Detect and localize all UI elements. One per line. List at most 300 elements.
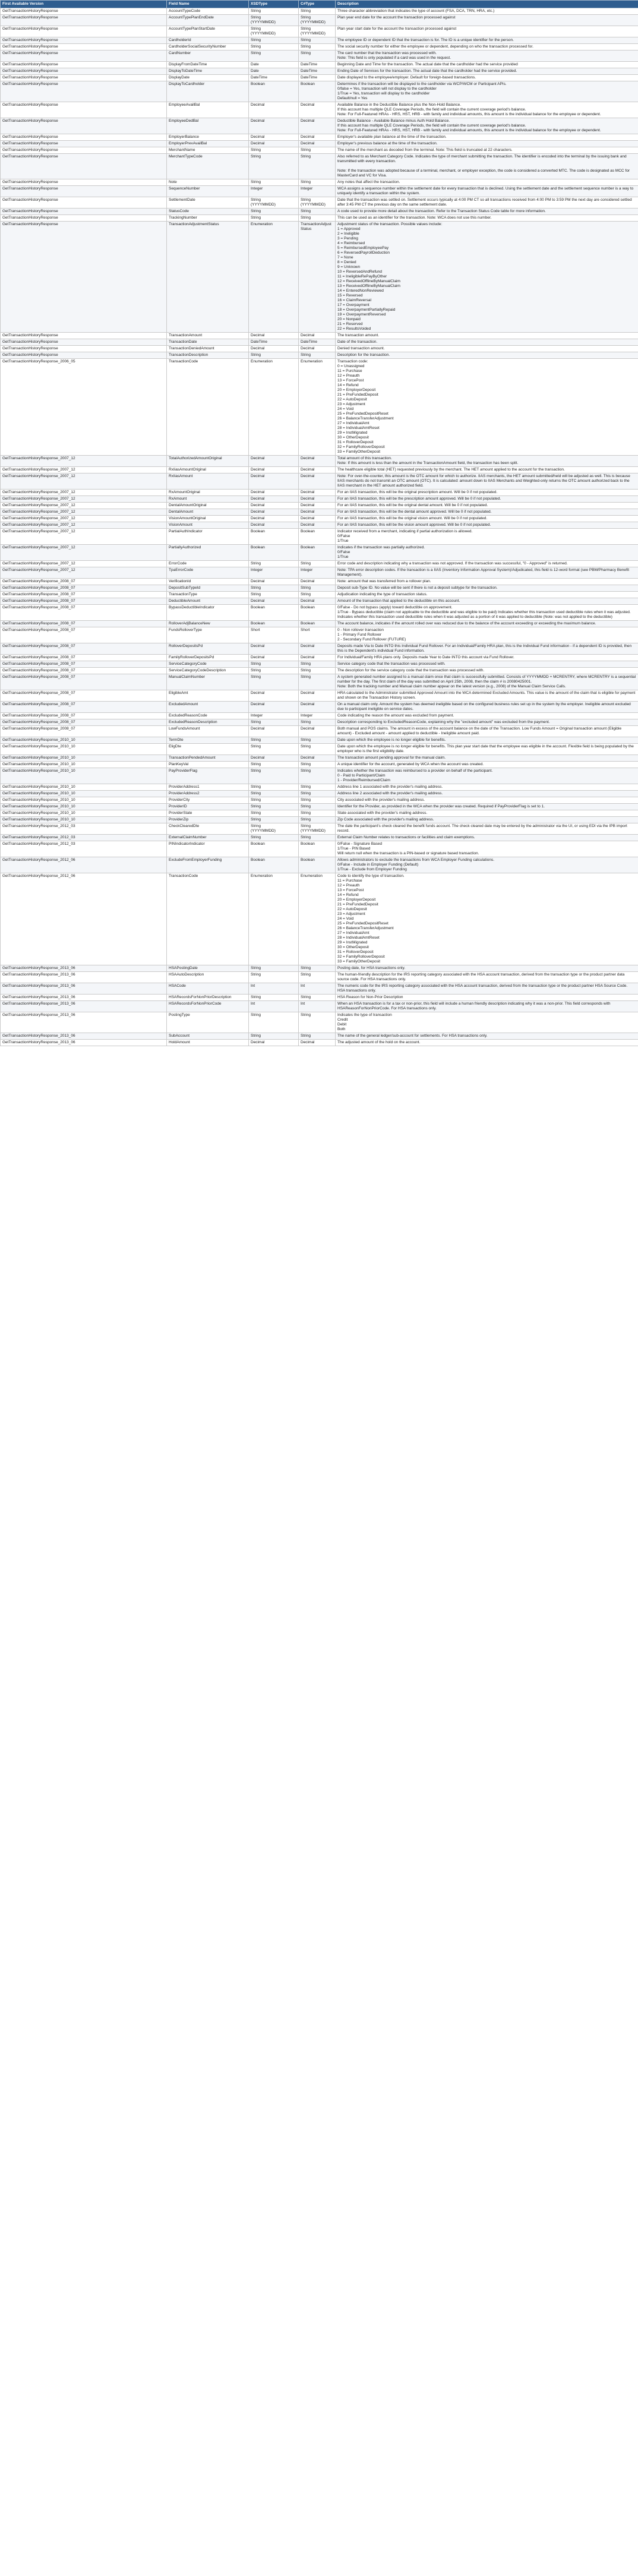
- version-cell: GetTransactionHistoryResponse_2012_06: [1, 873, 167, 965]
- xsd-type-cell: String: [249, 179, 299, 186]
- csharp-type-cell: Decimal: [299, 655, 336, 661]
- version-cell: GetTransactionHistoryResponse_2007_12: [1, 496, 167, 503]
- csharp-type-cell: Decimal: [299, 473, 336, 490]
- csharp-type-cell: Decimal: [299, 1040, 336, 1046]
- table-row: [1, 1012, 638, 1033]
- field-name-cell: HSARecordsForNonPriorCode: [167, 1001, 249, 1012]
- csharp-type-cell: DateTime: [299, 62, 336, 68]
- field-name-cell: PostingType: [167, 1012, 249, 1033]
- csharp-type-cell: Decimal: [299, 755, 336, 762]
- version-cell: GetTransactionHistoryResponse: [1, 346, 167, 352]
- csharp-type-cell: Int: [299, 1001, 336, 1012]
- version-cell: GetTransactionHistoryResponse_2008_07: [1, 713, 167, 719]
- version-cell: GetTransactionHistoryResponse_2010_10: [1, 791, 167, 797]
- description-cell: The adjusted amount of the hold on the account.: [336, 1040, 638, 1046]
- field-name-cell: EmployeeAvailBal: [167, 102, 249, 118]
- csharp-type-cell: Decimal: [299, 503, 336, 509]
- xsd-type-cell: String: [249, 835, 299, 841]
- table-row: [1, 744, 638, 755]
- table-row: [1, 835, 638, 841]
- description-cell: Adjudication indicating the type of transaction status.: [336, 592, 638, 598]
- field-name-cell: TotalAuthorizedAmountOriginal: [167, 456, 249, 467]
- csharp-type-cell: String: [299, 804, 336, 810]
- xsd-type-cell: String: [249, 1033, 299, 1040]
- field-name-cell: DisplayFromDateTime: [167, 62, 249, 68]
- table-row: [1, 134, 638, 141]
- column-header-xsd-type: XSDType: [249, 1, 299, 8]
- xsd-type-cell: String: [249, 744, 299, 755]
- csharp-type-cell: TransactionAdjustStatus: [299, 222, 336, 333]
- xsd-type-cell: String: [249, 791, 299, 797]
- description-cell: This can be used as an identifier for the transaction. Note: WCA does not use this number.: [336, 215, 638, 222]
- xsd-type-cell: String (YYYYMMDD): [249, 823, 299, 835]
- table-row: [1, 141, 638, 147]
- column-header-description: Description: [336, 1, 638, 8]
- xsd-type-cell: String: [249, 804, 299, 810]
- table-row: [1, 702, 638, 713]
- table-row: [1, 804, 638, 810]
- xsd-type-cell: Decimal: [249, 346, 299, 352]
- description-cell: 0/False - Do not bypass (apply) toward deductible on approvement. 1/True - Bypass deductible (claim not applicable to the deductible and was eligible to be paid) Indicates whether this transaction used deductible rules when it was adjusted. Indicates whether this transaction used deductible rules when it was adjusted as a portion of it was applied to deductible (Note: was not applied to the deductible): [336, 605, 638, 621]
- version-cell: GetTransactionHistoryResponse: [1, 68, 167, 75]
- field-name-cell: ProviderZip: [167, 817, 249, 823]
- field-name-cell: EligDte: [167, 744, 249, 755]
- version-cell: GetTransactionHistoryResponse_2010_10: [1, 737, 167, 744]
- version-cell: GetTransactionHistoryResponse_2007_12: [1, 561, 167, 567]
- version-cell: GetTransactionHistoryResponse_2008_07: [1, 579, 167, 585]
- table-row: [1, 810, 638, 817]
- version-cell: GetTransactionHistoryResponse: [1, 15, 167, 26]
- field-name-cell: TransactionType: [167, 592, 249, 598]
- table-row: [1, 755, 638, 762]
- xsd-type-cell: Decimal: [249, 467, 299, 473]
- field-name-cell: HSAPostingDate: [167, 965, 249, 972]
- version-cell: GetTransactionHistoryResponse_2007_12: [1, 529, 167, 545]
- version-cell: GetTransactionHistoryResponse_2007_12: [1, 467, 167, 473]
- xsd-type-cell: String: [249, 810, 299, 817]
- field-name-cell: DentalAmount: [167, 509, 249, 516]
- description-cell: Zip Code associated with the provider's mailing address.: [336, 817, 638, 823]
- version-cell: GetTransactionHistoryResponse: [1, 50, 167, 62]
- table-row: [1, 737, 638, 744]
- version-cell: GetTransactionHistoryResponse: [1, 147, 167, 154]
- xsd-type-cell: Decimal: [249, 473, 299, 490]
- field-name-cell: TrackingNumber: [167, 215, 249, 222]
- field-name-cell: ExcludedAmount: [167, 702, 249, 713]
- field-name-cell: PayProviderFlag: [167, 768, 249, 784]
- xsd-type-cell: Decimal: [249, 643, 299, 655]
- xsd-type-cell: Decimal: [249, 496, 299, 503]
- version-cell: GetTransactionHistoryResponse_2008_07: [1, 592, 167, 598]
- description-cell: Code to identify the type of transaction. 11 = Purchase 12 = Preauth 13 = ForcePost 14 = Refund 20 = EmployerDeposit 21 = PreFundedDeposit 22 = AutoDeposit 23 = Adjustment 24 = Void 25 = PreFundedDepositReset 26 = BalanceTransferAdjustment 27 = IndividualAmt 28 = IndividualAmtReset 29 = InstMigrated 30 = OtherDeposit 31 = RolloverDeposit 32 = FamilyRolloverDeposit 33 = FamilyOtherDeposit: [336, 873, 638, 965]
- csharp-type-cell: String: [299, 1012, 336, 1033]
- xsd-type-cell: Enumeration: [249, 359, 299, 456]
- xsd-type-cell: Decimal: [249, 702, 299, 713]
- table-row: [1, 179, 638, 186]
- table-row: [1, 333, 638, 339]
- table-row: [1, 8, 638, 15]
- xsd-type-cell: Decimal: [249, 102, 299, 118]
- table-row: [1, 68, 638, 75]
- version-cell: GetTransactionHistoryResponse_2013_06: [1, 1012, 167, 1033]
- table-row: [1, 661, 638, 668]
- csharp-type-cell: String: [299, 585, 336, 592]
- description-cell: Amount of the transaction that applied to the deductible on this account.: [336, 598, 638, 605]
- table-row: [1, 503, 638, 509]
- csharp-type-cell: Decimal: [299, 467, 336, 473]
- csharp-type-cell: String: [299, 154, 336, 179]
- description-cell: The healthcare eligible total (HET) requested previously by the merchant. The HET amount applied to the account for the transaction.: [336, 467, 638, 473]
- version-cell: GetTransactionHistoryResponse_2006_05: [1, 359, 167, 456]
- header-row: [1, 1, 638, 8]
- table-row: [1, 713, 638, 719]
- table-row: [1, 995, 638, 1001]
- column-header-csharp-type: C#Type: [299, 1, 336, 8]
- xsd-type-cell: Date: [249, 62, 299, 68]
- field-name-cell: ExcludedReasonCode: [167, 713, 249, 719]
- table-row: [1, 26, 638, 37]
- version-cell: GetTransactionHistoryResponse_2008_07: [1, 661, 167, 668]
- field-name-cell: FamilyRolloverDepositsPd: [167, 655, 249, 661]
- version-cell: GetTransactionHistoryResponse: [1, 339, 167, 346]
- version-cell: GetTransactionHistoryResponse: [1, 333, 167, 339]
- csharp-type-cell: Enumeration: [299, 359, 336, 456]
- table-row: [1, 154, 638, 179]
- version-cell: GetTransactionHistoryResponse: [1, 141, 167, 147]
- field-name-cell: ProviderCity: [167, 797, 249, 804]
- table-row: [1, 768, 638, 784]
- csharp-type-cell: String: [299, 737, 336, 744]
- csharp-type-cell: Short: [299, 627, 336, 643]
- description-cell: A unique identifier for the account, generated by WCA when the account was created.: [336, 762, 638, 768]
- version-cell: GetTransactionHistoryResponse: [1, 102, 167, 118]
- table-row: [1, 50, 638, 62]
- version-cell: GetTransactionHistoryResponse_2010_10: [1, 755, 167, 762]
- csharp-type-cell: String: [299, 147, 336, 154]
- version-cell: GetTransactionHistoryResponse_2007_12: [1, 456, 167, 467]
- version-cell: GetTransactionHistoryResponse_2013_06: [1, 995, 167, 1001]
- field-name-cell: AccountTypePlanStartDate: [167, 26, 249, 37]
- version-cell: GetTransactionHistoryResponse: [1, 134, 167, 141]
- table-row: [1, 473, 638, 490]
- xsd-type-cell: String (YYYYMMDD): [249, 26, 299, 37]
- description-cell: The transaction amount pending approval for the manual claim.: [336, 755, 638, 762]
- version-cell: GetTransactionHistoryResponse: [1, 62, 167, 68]
- description-cell: Description for the transaction.: [336, 352, 638, 359]
- csharp-type-cell: Integer: [299, 186, 336, 197]
- csharp-type-cell: String: [299, 661, 336, 668]
- csharp-type-cell: String: [299, 592, 336, 598]
- version-cell: GetTransactionHistoryResponse_2008_07: [1, 674, 167, 690]
- xsd-type-cell: Decimal: [249, 509, 299, 516]
- table-row: [1, 726, 638, 737]
- xsd-type-cell: Decimal: [249, 333, 299, 339]
- table-row: [1, 690, 638, 702]
- table-row: [1, 359, 638, 456]
- description-cell: The card number that the transaction was processed with. Note: This field is only populated if a card was used in the request.: [336, 50, 638, 62]
- field-name-cell: ProviderID: [167, 804, 249, 810]
- xsd-type-cell: String: [249, 768, 299, 784]
- description-cell: Identifier for the Provider, as provided in the WCA when the provider was created. Required if PayProviderFlag is set to 1.: [336, 804, 638, 810]
- description-cell: Code indicating the reason the amount was excluded from payment.: [336, 713, 638, 719]
- csharp-type-cell: String (YYYYMMDD): [299, 26, 336, 37]
- description-cell: Deductible Balance - Available Balance minus Auth Hold Balance. If this account has multiple QLE Coverage Periods, the field will contain the current coverage period's balance. Note: For Full-Featured HRAs - HRS, HST, HRB - with family and individual amounts, this amount is the individual balance for the employee or dependent.: [336, 118, 638, 134]
- version-cell: GetTransactionHistoryResponse_2008_07: [1, 585, 167, 592]
- csharp-type-cell: String: [299, 1033, 336, 1040]
- xsd-type-cell: String: [249, 215, 299, 222]
- xsd-type-cell: String: [249, 561, 299, 567]
- csharp-type-cell: String: [299, 352, 336, 359]
- description-cell: Note: For over-the-counter, this amount is the OTC amount for which to authorize. IIAS merchants, the HET amount submitted/held will be adjusted as well. This is because IIAS merchants do not transmit an OTC amount (OTC). It is calculated: amount down to IIAS Merchants and Weighted-only returns the OTC amount authorized back to the IIAS merchant in the HET amount authorized field.: [336, 473, 638, 490]
- field-name-cell: RxIiasAmount: [167, 473, 249, 490]
- csharp-type-cell: Decimal: [299, 346, 336, 352]
- version-cell: GetTransactionHistoryResponse_2008_07: [1, 719, 167, 726]
- version-cell: GetTransactionHistoryResponse_2012_03: [1, 823, 167, 835]
- csharp-type-cell: Boolean: [299, 529, 336, 545]
- version-cell: GetTransactionHistoryResponse_2010_10: [1, 810, 167, 817]
- version-cell: GetTransactionHistoryResponse_2010_10: [1, 797, 167, 804]
- csharp-type-cell: Decimal: [299, 598, 336, 605]
- xsd-type-cell: DateTime: [249, 339, 299, 346]
- csharp-type-cell: String: [299, 668, 336, 674]
- field-name-cell: ManualClaimNumber: [167, 674, 249, 690]
- version-cell: GetTransactionHistoryResponse_2010_10: [1, 804, 167, 810]
- table-row: [1, 655, 638, 661]
- table-row: [1, 102, 638, 118]
- version-cell: GetTransactionHistoryResponse_2013_06: [1, 972, 167, 983]
- xsd-type-cell: Decimal: [249, 503, 299, 509]
- field-definitions-table: [0, 0, 638, 1046]
- xsd-type-cell: Decimal: [249, 134, 299, 141]
- xsd-type-cell: String: [249, 50, 299, 62]
- description-cell: The social security number for either the employee or dependent, depending on who the transaction processed for.: [336, 44, 638, 50]
- table-row: [1, 490, 638, 496]
- version-cell: GetTransactionHistoryResponse: [1, 197, 167, 209]
- field-name-cell: CardNumber: [167, 50, 249, 62]
- version-cell: GetTransactionHistoryResponse: [1, 26, 167, 37]
- description-cell: The numeric code for the IRS reporting category associated with the HSA account transaction, derived from the transaction type or the product partner HSA Source Code. HSA transactions only.: [336, 983, 638, 995]
- xsd-type-cell: Decimal: [249, 141, 299, 147]
- xsd-type-cell: Boolean: [249, 857, 299, 873]
- description-cell: Note: TPA error description codes. If the transaction is a IIAS (Inventory Information Approval System)/Adjudicated, this field is 12-word format (see PBM/Pharmacy Benefit Management).: [336, 567, 638, 579]
- version-cell: GetTransactionHistoryResponse: [1, 222, 167, 333]
- csharp-type-cell: String: [299, 50, 336, 62]
- table-row: [1, 762, 638, 768]
- table-row: [1, 346, 638, 352]
- xsd-type-cell: String: [249, 719, 299, 726]
- csharp-type-cell: Decimal: [299, 456, 336, 467]
- version-cell: GetTransactionHistoryResponse_2008_07: [1, 605, 167, 621]
- xsd-type-cell: Date: [249, 68, 299, 75]
- xsd-type-cell: String (YYYYMMDD): [249, 15, 299, 26]
- field-name-cell: ProviderState: [167, 810, 249, 817]
- xsd-type-cell: Integer: [249, 567, 299, 579]
- description-cell: Adjustment status of the transaction. Possible values include: 1 = Approved 2 = Ineligible 3 = Pending 4 = Reimbursed 5 = ReimbursedEmployeePay 6 = ReversedPayrollDeduction 7 = None 8 = Denied 9 = Unknown 10 = ReversedAndRefund 11 = IneligibleRePayByOther 12 = ReceivedOfflineByManualClaim 13 = ReceivedOfflineByManualClaim 14 = EnteredNonReviewed 15 = Reversed 16 = ClaimReversal 17 = Overpayment 18 = OverpaymentPartiallyRepaid 19 = OverpaymentReversed 20 = Nonpaid 21 = Reserved 22 = ResultsVoided: [336, 222, 638, 333]
- version-cell: GetTransactionHistoryResponse_2007_12: [1, 545, 167, 561]
- version-cell: GetTransactionHistoryResponse_2013_06: [1, 965, 167, 972]
- description-cell: HRA calculated to the Administrator submitted Approved Amount into the WCA determined Excluded Amounts. This value is the amount of the claim that is eligible for payment and shown on the Transaction History screen.: [336, 690, 638, 702]
- description-cell: Also referred to as Merchant Category Code. Indicates the type of merchant submitting the transaction. The identifier is encoded into the terminal by the issuing bank and transmitted with every transaction. Note: If the transaction was adopted because of a terminal, merchant, or employer exception, the code is considered a converted MTC. The code is designated as MCC for MasterCard and VC for Visa.: [336, 154, 638, 179]
- field-name-cell: SubAccount: [167, 1033, 249, 1040]
- xsd-type-cell: String: [249, 972, 299, 983]
- field-name-cell: ExcludeFromEmployerFunding: [167, 857, 249, 873]
- description-cell: Indicates if the transaction was partially authorized. 0/False 1/True: [336, 545, 638, 561]
- csharp-type-cell: Boolean: [299, 621, 336, 627]
- version-cell: GetTransactionHistoryResponse: [1, 352, 167, 359]
- table-row: [1, 674, 638, 690]
- table-row: [1, 44, 638, 50]
- csharp-type-cell: Integer: [299, 567, 336, 579]
- version-cell: GetTransactionHistoryResponse_2008_07: [1, 621, 167, 627]
- csharp-type-cell: String: [299, 784, 336, 791]
- field-name-cell: DisplayToDateTime: [167, 68, 249, 75]
- table-row: [1, 585, 638, 592]
- csharp-type-cell: String: [299, 8, 336, 15]
- csharp-type-cell: String: [299, 768, 336, 784]
- csharp-type-cell: String: [299, 762, 336, 768]
- field-name-cell: MerchantName: [167, 147, 249, 154]
- xsd-type-cell: Decimal: [249, 726, 299, 737]
- field-name-cell: ErrorCode: [167, 561, 249, 567]
- field-name-cell: CheckClearedDte: [167, 823, 249, 835]
- description-cell: The description for the service category code that the transaction was processed with.: [336, 668, 638, 674]
- csharp-type-cell: DateTime: [299, 68, 336, 75]
- xsd-type-cell: String: [249, 44, 299, 50]
- csharp-type-cell: Decimal: [299, 726, 336, 737]
- table-row: [1, 791, 638, 797]
- version-cell: GetTransactionHistoryResponse_2007_12: [1, 473, 167, 490]
- xsd-type-cell: Boolean: [249, 621, 299, 627]
- xsd-type-cell: String: [249, 37, 299, 44]
- table-row: [1, 456, 638, 467]
- xsd-type-cell: Boolean: [249, 605, 299, 621]
- table-row: [1, 668, 638, 674]
- field-name-cell: TpaErrorCode: [167, 567, 249, 579]
- field-name-cell: TermDte: [167, 737, 249, 744]
- table-row: [1, 972, 638, 983]
- xsd-type-cell: String: [249, 209, 299, 215]
- description-cell: Service category code that the transaction was processed with.: [336, 661, 638, 668]
- description-cell: The name of the merchant as decoded from the terminal. Note: This field is truncated at 22 characters.: [336, 147, 638, 154]
- table-row: [1, 522, 638, 529]
- csharp-type-cell: Decimal: [299, 522, 336, 529]
- field-name-cell: CardholderId: [167, 37, 249, 44]
- version-cell: GetTransactionHistoryResponse: [1, 179, 167, 186]
- table-row: [1, 467, 638, 473]
- csharp-type-cell: Decimal: [299, 490, 336, 496]
- xsd-type-cell: Decimal: [249, 118, 299, 134]
- version-cell: GetTransactionHistoryResponse_2007_12: [1, 522, 167, 529]
- description-cell: Denied transaction amount.: [336, 346, 638, 352]
- field-name-cell: StatusCode: [167, 209, 249, 215]
- table-row: [1, 823, 638, 835]
- version-cell: GetTransactionHistoryResponse_2008_07: [1, 702, 167, 713]
- field-name-cell: EmployeeDedBal: [167, 118, 249, 134]
- table-row: [1, 186, 638, 197]
- description-cell: Deposits made Via to Date INTO this Individual Fund Rollover. For an Individual/Family HRA plan, this is the Individual Fund information - if a dependent ID is provided, then this is the Dependent's individual Fund information.: [336, 643, 638, 655]
- csharp-type-cell: String: [299, 810, 336, 817]
- table-row: [1, 339, 638, 346]
- field-name-cell: DisplayToCardholder: [167, 81, 249, 102]
- table-row: [1, 873, 638, 965]
- table-row: [1, 222, 638, 333]
- description-cell: For an IIAS transaction, this will be the original vision amount. Will be 0 if not populated.: [336, 516, 638, 522]
- description-cell: Beginning Date and Time for the transaction. The actual date that the cardholder had the service provided: [336, 62, 638, 68]
- xsd-type-cell: Decimal: [249, 456, 299, 467]
- version-cell: GetTransactionHistoryResponse: [1, 154, 167, 179]
- field-name-cell: HSACode: [167, 983, 249, 995]
- csharp-type-cell: Integer: [299, 713, 336, 719]
- field-name-cell: RxAmountOriginal: [167, 490, 249, 496]
- field-name-cell: VisionAmountOriginal: [167, 516, 249, 522]
- xsd-type-cell: Enumeration: [249, 873, 299, 965]
- description-cell: Deposit sub-Type ID. No value will be sent if there is not a deposit subtype for the transaction.: [336, 585, 638, 592]
- field-name-cell: PartialAuthIndicator: [167, 529, 249, 545]
- csharp-type-cell: Int: [299, 983, 336, 995]
- description-cell: Description corresponding to ExcludedReasonCode, explaining why the "excluded amount" was excluded from the payment.: [336, 719, 638, 726]
- csharp-type-cell: Decimal: [299, 333, 336, 339]
- field-name-cell: DentalAmountOriginal: [167, 503, 249, 509]
- xsd-type-cell: String: [249, 668, 299, 674]
- description-cell: WCA assigns a sequence number within the settlement date for every transaction that is declined. Using the settlement date and the settlement sequence number is a way to uniquely identify a transaction within the system.: [336, 186, 638, 197]
- table-row: [1, 561, 638, 567]
- xsd-type-cell: Boolean: [249, 81, 299, 102]
- column-header-field-name: Field Name: [167, 1, 249, 8]
- xsd-type-cell: Decimal: [249, 579, 299, 585]
- csharp-type-cell: String: [299, 965, 336, 972]
- table-row: [1, 81, 638, 102]
- table-row: [1, 605, 638, 621]
- field-name-cell: CardholderSocialSecurityNumber: [167, 44, 249, 50]
- description-cell: External Claim Number relates to transactions or facilities and claim exemptions.: [336, 835, 638, 841]
- field-name-cell: ServiceCategoryCode: [167, 661, 249, 668]
- table-row: [1, 1001, 638, 1012]
- xsd-type-cell: String: [249, 784, 299, 791]
- version-cell: GetTransactionHistoryResponse_2010_10: [1, 768, 167, 784]
- version-cell: GetTransactionHistoryResponse: [1, 37, 167, 44]
- field-name-cell: Note: [167, 179, 249, 186]
- description-cell: The date the participant's check cleared the benefit funds account. The check cleared date may be entered by the administrator via the UI, or using EDI via the IPB import record.: [336, 823, 638, 835]
- version-cell: GetTransactionHistoryResponse: [1, 81, 167, 102]
- description-cell: The employee ID or dependent ID that the transaction is for. The ID is a unique identifier for the person.: [336, 37, 638, 44]
- field-name-cell: ExcludedReasonDescription: [167, 719, 249, 726]
- version-cell: GetTransactionHistoryResponse_2008_07: [1, 598, 167, 605]
- table-row: [1, 643, 638, 655]
- csharp-type-cell: Boolean: [299, 545, 336, 561]
- description-cell: Date upon which the employee is no longer eligible for benefits. This plan year start date that the employee was eligible in the account. Flexible field is being populated by the employer who is the first eligibility date.: [336, 744, 638, 755]
- version-cell: GetTransactionHistoryResponse: [1, 186, 167, 197]
- field-name-cell: VisionAmount: [167, 522, 249, 529]
- xsd-type-cell: Decimal: [249, 690, 299, 702]
- table-row: [1, 784, 638, 791]
- version-cell: GetTransactionHistoryResponse: [1, 215, 167, 222]
- description-cell: The transaction amount.: [336, 333, 638, 339]
- csharp-type-cell: Enumeration: [299, 873, 336, 965]
- description-cell: Any notes that affect the transaction.: [336, 179, 638, 186]
- xsd-type-cell: Decimal: [249, 598, 299, 605]
- field-name-cell: TransactionAmount: [167, 333, 249, 339]
- xsd-type-cell: Decimal: [249, 516, 299, 522]
- xsd-type-cell: Decimal: [249, 655, 299, 661]
- csharp-type-cell: String: [299, 674, 336, 690]
- xsd-type-cell: String (YYYYMMDD): [249, 197, 299, 209]
- description-cell: For an IIAS transaction, this will be the prescription amount approved. Will be 0 if not populated.: [336, 496, 638, 503]
- table-row: [1, 496, 638, 503]
- description-cell: The name of the general ledger/sub-account for settlements. For HSA transactions only.: [336, 1033, 638, 1040]
- table-row: [1, 621, 638, 627]
- csharp-type-cell: String: [299, 719, 336, 726]
- field-name-cell: DepositSubTypeId: [167, 585, 249, 592]
